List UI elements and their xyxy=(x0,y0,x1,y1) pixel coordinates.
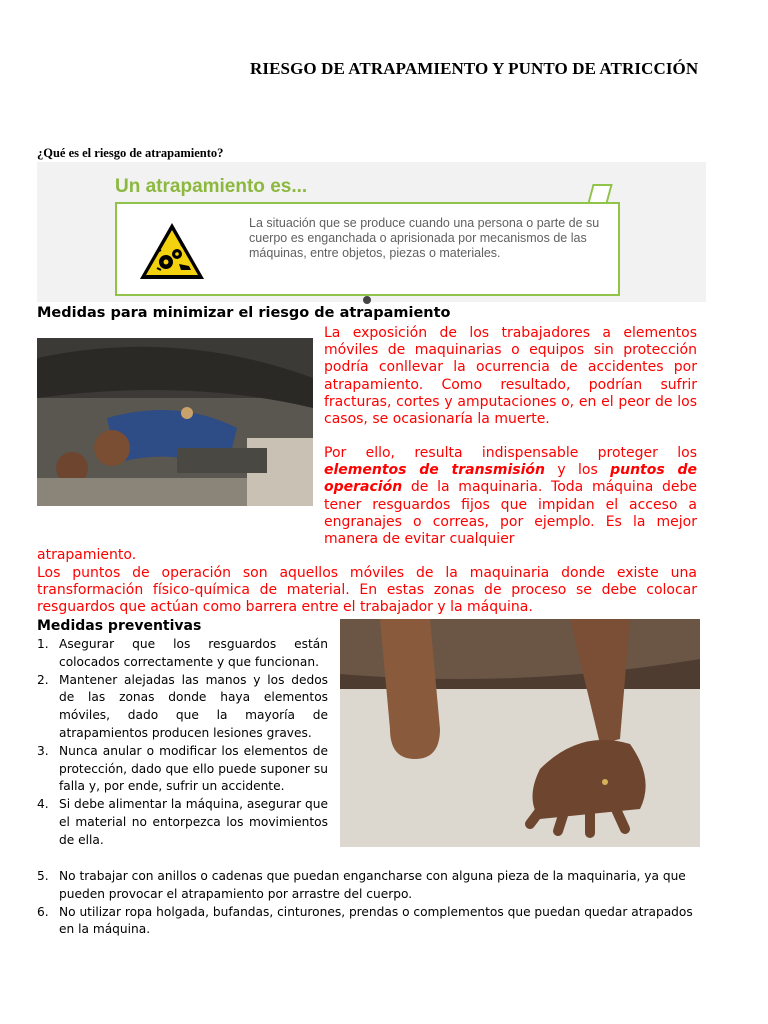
preventive-measures-list-continued xyxy=(37,868,697,939)
list-number: 2. xyxy=(37,672,49,687)
list-number: 1. xyxy=(37,637,49,651)
trapped-worker-photo xyxy=(37,338,313,506)
list-text: Asegurar que los resguardos están colocados correctamente y que funcionan. xyxy=(59,637,328,669)
definition-box xyxy=(115,202,620,296)
paragraph-protection-part2: y los xyxy=(545,462,611,479)
speech-bubble-tail xyxy=(587,184,612,204)
section-heading: Medidas para minimizar el riesgo de atrapamiento xyxy=(37,305,451,321)
paragraph-protection-tail: atrapamiento. xyxy=(37,547,137,563)
paragraph-protection xyxy=(324,445,697,548)
list-text: No utilizar ropa holgada, bufandas, cinturones, prendas o complementos que puedan quedar atrapados en la máquina. xyxy=(59,904,693,937)
list-number: 6. xyxy=(37,904,49,919)
preventive-measures-list xyxy=(37,636,328,850)
question-heading: ¿Qué es el riesgo de atrapamiento? xyxy=(37,146,224,160)
definition-text: La situación que se produce cuando una persona o parte de su cuerpo es enganchada o aprisionada por mecanismos de las máquinas, entre objetos, piezas o materiales. xyxy=(249,216,600,260)
banner-dot xyxy=(363,296,371,304)
document-title: RIESGO DE ATRAPAMIENTO Y PUNTO DE ATRICCIÓN xyxy=(250,59,699,78)
definition-banner xyxy=(37,162,706,302)
list-number: 3. xyxy=(37,743,49,758)
list-text: No trabajar con anillos o cadenas que puedan engancharse con alguna pieza de la maquinaria, ya que pueden provocar el atrapamiento por arrastre del cuerpo. xyxy=(59,869,686,901)
banner-heading: Un atrapamiento es... xyxy=(115,176,308,197)
paragraph-operation-points: Los puntos de operación son aquellos móviles de la maquinaria donde existe una transformación físico-química de material. En estas zonas de proceso se debe colocar resguardos que actúan como barrera entre el trabajador y la máquina. xyxy=(37,565,697,616)
list-item xyxy=(37,868,697,904)
paragraph-protection-part1: Por ello, resulta indispensable proteger los xyxy=(324,445,697,461)
list-text: Nunca anular o modificar los elementos de protección, dado que ello puede suponer su falla y, por ende, sufrir un accidente. xyxy=(59,743,328,794)
paragraph-protection-part3: de la maquinaria. Toda máquina debe tener resguardos fijos que impidan el acceso a engranajes o correas, por ejemplo. Es la mejor manera de evitar cualquier xyxy=(324,479,697,548)
list-text: Si debe alimentar la máquina, asegurar que el material no entorpezca los movimientos de ella. xyxy=(59,797,328,847)
list-item xyxy=(37,743,328,796)
list-item xyxy=(37,904,697,940)
gear-hand-warning-icon xyxy=(137,220,207,286)
list-item xyxy=(37,636,328,672)
list-number: 5. xyxy=(37,869,49,883)
amputated-hand-photo xyxy=(340,619,700,847)
emphasis-transmission-elements: elementos de transmisión xyxy=(324,462,545,479)
preventive-heading: Medidas preventivas xyxy=(37,618,202,634)
paragraph-exposure: La exposición de los trabajadores a elementos móviles de maquinarias o equipos sin protección podría conllevar la ocurrencia de accidentes por atrapamiento. Como resultado, podrían sufrir fracturas, cortes y amputaciones o, en el peor de los casos, se ocasionaría la muerte. xyxy=(324,325,697,428)
list-text: Mantener alejadas las manos y los dedos de las zonas donde haya elementos móviles, dado que la mayoría de atrapamientos producen lesiones graves. xyxy=(59,672,328,740)
list-item xyxy=(37,672,328,743)
emphasis-operation-points: puntos de operación xyxy=(324,462,697,496)
list-number: 4. xyxy=(37,797,49,812)
list-item xyxy=(37,796,328,849)
